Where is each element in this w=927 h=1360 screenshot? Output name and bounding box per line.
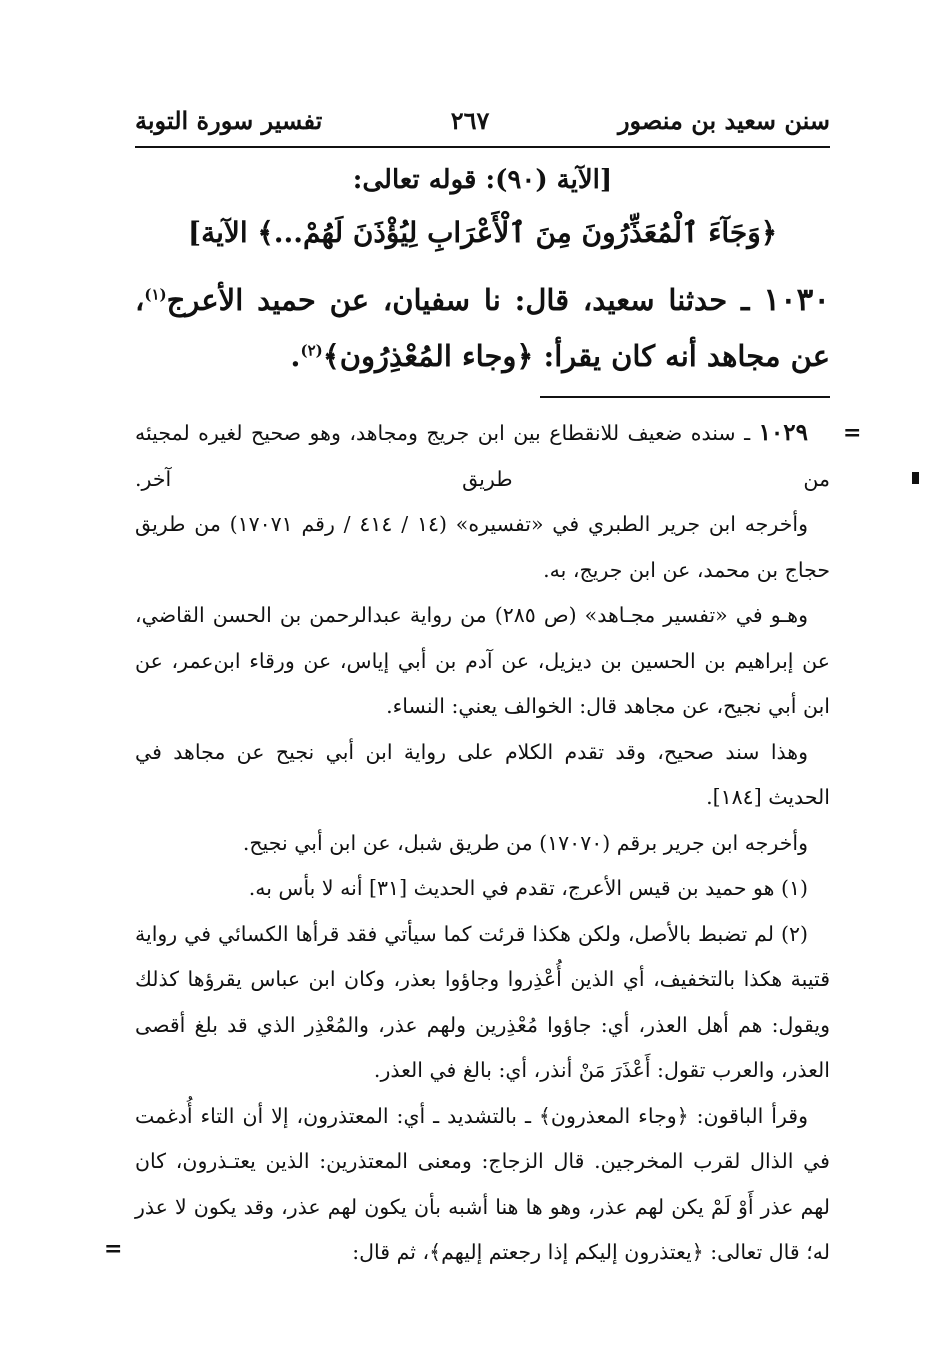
note-1029-number: ١٠٢٩ xyxy=(758,419,808,446)
footnote-rule xyxy=(540,396,830,398)
footnote-ref-1: (١) xyxy=(144,285,167,304)
hadith-text-part2: ، عن مجاهد أنه كان يقرأ: ﴿وجاء المُعْذِرُون﴾ xyxy=(135,283,830,373)
note-paragraph-tabari: وأخرجه ابن جرير الطبري في «تفسيره» (١٤ / ٤١٤ / رقم ١٧٠٧١) من طريق حجاج بن محمد، عن ابن جريج، به. xyxy=(135,512,830,582)
note-paragraph-sanad: وهذا سند صحيح، وقد تقدم الكلام على رواية ابن أبي نجيح عن مجاهد في الحديث [١٨٤]. xyxy=(135,739,830,809)
footnote-ref-2: (٢) xyxy=(300,341,323,360)
footnote-1: (١) هو حميد بن قيس الأعرج، تقدم في الحديث [٣١] أنه لا بأس به. xyxy=(248,876,808,900)
footnote-2: (٢) لم تضبط بالأصل، ولكن هكذا قرئت كما سيأتي فقد قرأها الكسائي في رواية قتيبة هكذا بالتخفيف، أي الذين أُعْذِروا وجاؤوا بعذر، وكان ابن عباس يقرؤها كذلك ويقول: هم أهل العذر، أي: جاؤوا مُعْذِرين ولهم عذر، والمُعْذِر الذي قد بلغ أقصى العذر، والعرب تقول: أَعْذَرَ مَنْ أنذر، أي: بالغ في العذر. xyxy=(135,921,830,1082)
verse-heading: [الآية (٩٠): قوله تعالى: xyxy=(352,165,613,195)
chapter-title: تفسير سورة التوبة xyxy=(135,105,323,135)
header-rule xyxy=(135,146,830,148)
margin-dot xyxy=(912,472,919,484)
hadith-text-end: . xyxy=(290,339,301,373)
note-paragraph-shibl: وأخرجه ابن جرير برقم (١٧٠٧٠) من طريق شبل، عن ابن أبي نجيح. xyxy=(242,830,808,855)
page-number: ٢٦٧ xyxy=(450,105,490,135)
margin-mark-top: = xyxy=(843,420,862,446)
note-1029-text: ـ سنده ضعيف للانقطاع بين ابن جريج ومجاهد، وهو صحيح لغيره لمجيئه من طريق آخر. xyxy=(135,421,830,491)
book-title: سنن سعيد بن منصور xyxy=(617,105,830,135)
note-paragraph-mujahid: وهـو في «تفسير مجـاهد» (ص ٢٨٥) من رواية عبدالرحمن بن الحسن القاضي، عن إبراهيم بن الحسين بن ديزيل، عن آدم بن أبي إياس، عن ورقاء ابن‌عمر، عن ابن أبي نجيح، عن مجاهد قال: الخوالف يعني: النساء. xyxy=(135,603,830,718)
notes-section xyxy=(135,410,830,1276)
hadith-1030 xyxy=(135,272,830,384)
hadith-text-part1: ـ حدثنا سعيد، قال: نا سفيان، عن حميد الأعرج xyxy=(166,283,750,317)
verse-text: ﴿وَجَآءَ ٱلْمُعَذِّرُونَ مِنَ ٱلْأَعْرَابِ لِيُؤْذَنَ لَهُمْ...﴾ الآية] xyxy=(187,216,778,249)
hadith-number: ١٠٣٠ xyxy=(763,282,830,318)
note-1029 xyxy=(135,410,830,502)
note-paragraph-qiraat: وقرأ الباقون: ﴿وجاء المعذرون﴾ ـ بالتشديد ـ أي: المعتذرون، إلا أن التاء أُدغمت في الذال لقرب المخرجين. قال الزجاج: ومعنى المعتذرين: الذين يعتـذرون، كان لهم عذر أَوْ لَمْ يكن لهم عذر، وهو ها هنا أشبه بأن يكون لهم عذر، وقد يكون لا عذر له؛ قال تعالى: ﴿يعتذرون إليكم إذا رجعتم إليهم﴾، ثم قال: xyxy=(135,1103,830,1264)
margin-mark-bottom: = xyxy=(104,1236,123,1262)
running-header xyxy=(135,100,830,140)
